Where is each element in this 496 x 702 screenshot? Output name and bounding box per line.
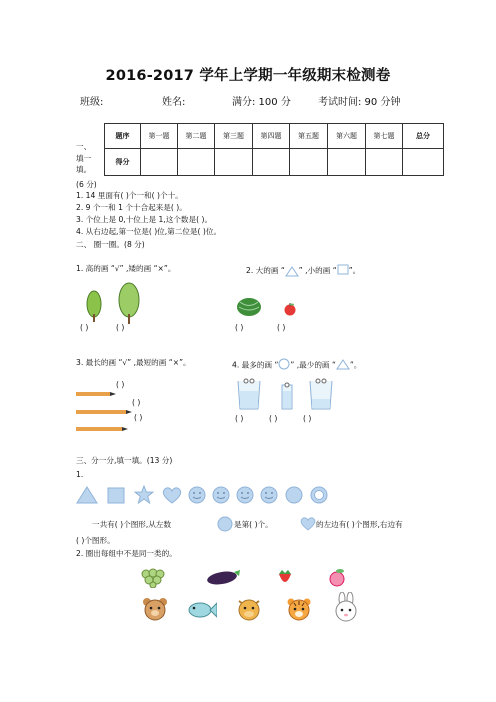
- question-3-1: 1.: [76, 470, 84, 479]
- class-label: 班级:: [80, 97, 104, 108]
- square-icon: [337, 264, 349, 278]
- q2-text-a: 2. 大的画 “: [246, 266, 285, 275]
- sentence-part-d: ( )个图形。: [76, 536, 115, 545]
- time-label: 考试时间: 90 分钟: [318, 97, 401, 108]
- strawberry-image: [277, 568, 293, 592]
- answer-paren[interactable]: ( ): [132, 398, 141, 407]
- question-2-3: 3. 最长的画 “√” ,最短的画 “×”。: [76, 358, 191, 367]
- cup-image: [236, 377, 262, 415]
- table-header: 总分: [403, 124, 444, 149]
- question-3-2: 2. 圈出每组中不是同一类的。: [76, 549, 177, 558]
- section1-heading-3: 填。: [76, 165, 92, 174]
- score-cell[interactable]: [215, 149, 253, 176]
- question-1-3: 3. 个位上是 0,十位上是 1,这个数是( )。: [76, 215, 213, 224]
- table-header: 第六题: [328, 124, 366, 149]
- q4-text-b: ” ,最少的画 “: [290, 360, 336, 370]
- fish-image: [187, 600, 217, 624]
- answer-paren[interactable]: ( ): [134, 413, 143, 422]
- score-label: 满分: 100 分: [232, 97, 291, 108]
- tiger-image: [286, 597, 312, 625]
- circle-icon: [217, 516, 233, 532]
- triangle-icon: [336, 359, 350, 373]
- q4-text-a: 4. 最多的画 “: [232, 360, 279, 370]
- question-1-4: 4. 从右边起,第一位是( )位,第二位是( )位。: [76, 227, 222, 236]
- square-icon: [107, 487, 125, 504]
- smiley-face-icon: [212, 486, 230, 504]
- question-2-4: [232, 358, 361, 373]
- page-title: 2016-2017 学年上学期一年级期末检测卷: [105, 68, 391, 84]
- sentence-part-a: 一共有( )个图形,从左数: [92, 520, 172, 529]
- score-cell[interactable]: [253, 149, 290, 176]
- short-tree-image: [86, 290, 102, 326]
- smiley-face-icon: [188, 486, 206, 504]
- answer-paren[interactable]: ( ): [116, 380, 125, 389]
- score-cell[interactable]: [328, 149, 366, 176]
- score-cell[interactable]: [290, 149, 328, 176]
- section1-points: (6 分): [76, 180, 97, 189]
- question-2-2: [246, 264, 360, 278]
- rabbit-image: [334, 592, 358, 626]
- table-header: 第四题: [253, 124, 290, 149]
- q4-text-c: ”。: [349, 360, 362, 370]
- sentence-part-b: 是第( )个。: [234, 520, 273, 529]
- heart-icon: [162, 486, 182, 504]
- ring-icon: [310, 486, 328, 504]
- bear-image: [142, 597, 168, 625]
- answer-paren[interactable]: ( ): [303, 414, 312, 423]
- grapes-image: [140, 566, 166, 592]
- star-icon: [134, 485, 154, 504]
- name-label: 姓名:: [162, 97, 186, 108]
- answer-paren[interactable]: ( ): [277, 323, 286, 332]
- watermelon-image: [236, 297, 262, 321]
- table-header: 第一题: [141, 124, 178, 149]
- cup-image: [280, 381, 294, 415]
- cow-image: [236, 597, 262, 625]
- table-header: 第二题: [178, 124, 215, 149]
- table-header: 第五题: [290, 124, 328, 149]
- circle-icon: [278, 358, 290, 373]
- question-2-1: 1. 高的画 “√” ,矮的画 “×”。: [76, 264, 176, 273]
- score-cell[interactable]: [403, 149, 444, 176]
- apple-image: [283, 301, 297, 320]
- answer-paren[interactable]: ( ): [235, 323, 244, 332]
- score-cell[interactable]: [178, 149, 215, 176]
- smiley-face-icon: [236, 486, 254, 504]
- score-table: [104, 123, 444, 176]
- table-header: 题序: [105, 124, 141, 149]
- answer-paren[interactable]: ( ): [116, 323, 125, 332]
- heart-icon: [300, 516, 316, 531]
- tall-tree-image: [118, 282, 140, 328]
- peach-image: [328, 568, 346, 592]
- eggplant-image: [206, 568, 242, 590]
- score-cell[interactable]: [366, 149, 403, 176]
- circle-icon: [285, 486, 303, 504]
- section1-heading-2: 填一: [76, 154, 92, 163]
- question-1-2: 2. 9 个一和 1 个十合起来是( )。: [76, 203, 187, 212]
- q2-text-b: ” ,小的画 “: [298, 266, 337, 275]
- question-1-1: 1. 14 里面有( )个一和( )个十。: [76, 191, 183, 200]
- smiley-face-icon: [260, 486, 278, 504]
- answer-paren[interactable]: ( ): [80, 323, 89, 332]
- table-header: 第七题: [366, 124, 403, 149]
- answer-paren[interactable]: ( ): [235, 414, 244, 423]
- table-header: 第三题: [215, 124, 253, 149]
- answer-paren[interactable]: ( ): [269, 414, 278, 423]
- pencil-image: [76, 417, 128, 436]
- section2-heading: 二、 圈一圈。(8 分): [76, 240, 145, 249]
- score-cell[interactable]: [141, 149, 178, 176]
- pencil-image: [76, 382, 116, 401]
- sentence-part-c: 的左边有( )个图形,右边有: [316, 520, 403, 529]
- score-row-label: 得分: [105, 149, 141, 176]
- triangle-icon: [76, 486, 98, 504]
- section1-heading: 一、: [76, 142, 92, 151]
- triangle-icon: [285, 266, 299, 277]
- q2-text-c: ”。: [348, 266, 361, 275]
- section3-heading: 三、分一分,填一填。(13 分): [76, 456, 173, 465]
- cup-image: [308, 377, 334, 415]
